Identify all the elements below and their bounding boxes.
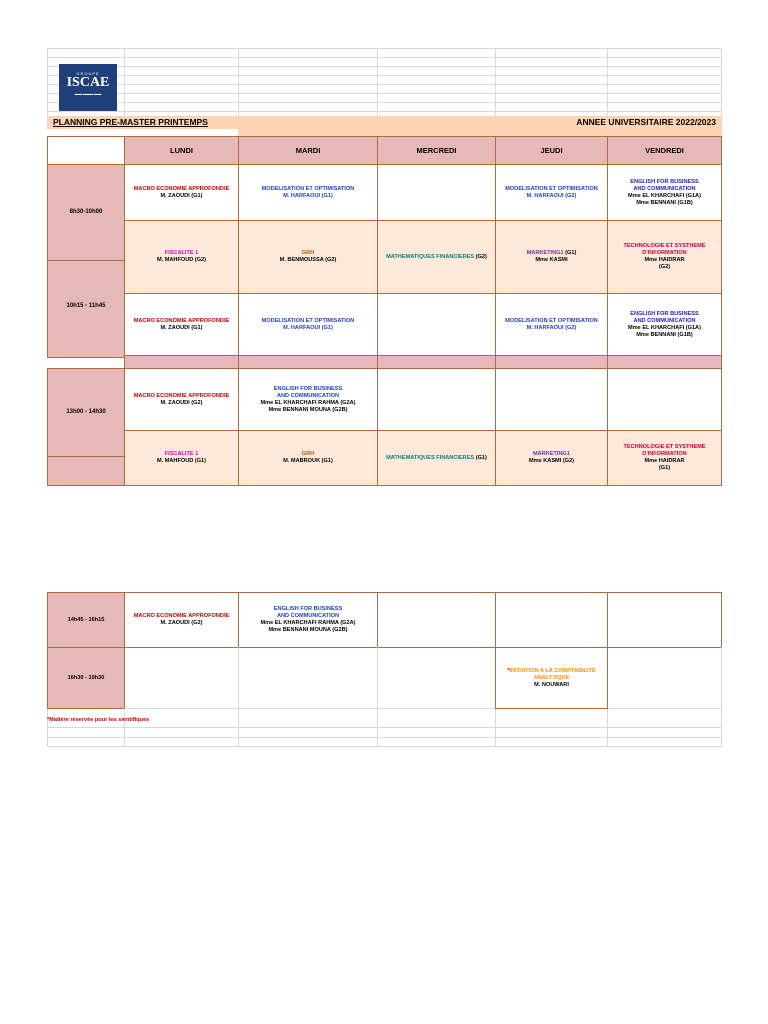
cell-r1-vendredi[interactable]: ENGLISH FOR BUSINESS AND COMMUNICATION Mme EL KHARCHAFI (G1A) Mme BENNANI (G1B) — [607, 164, 722, 221]
time-divider — [47, 456, 125, 457]
logo-group-text: GROUPE — [76, 71, 100, 76]
cell-r5-mardi[interactable]: GRH M. MABROUK (G1) — [238, 430, 378, 486]
time-slot-2: 10h15 - 11h45 — [48, 294, 124, 318]
time-divider — [47, 260, 125, 261]
separator-divider — [607, 355, 608, 369]
cell-r2-mercredi[interactable]: MATHEMATIQUES FINANCIERES (G2) — [377, 220, 496, 294]
gridline — [47, 746, 722, 747]
cell-r5-jeudi[interactable]: MARKETING1 Mme KASMI (G2) — [495, 430, 608, 486]
cell-r6-jeudi[interactable] — [495, 592, 608, 648]
time-slot-3: 13h00 - 14h30 — [48, 400, 124, 424]
cell-r7-jeudi[interactable]: *INITIATION A LA COMPTABILITE ANALYTIQUE M. NOUWARI — [495, 647, 608, 709]
cell-r4-jeudi[interactable] — [495, 368, 608, 431]
day-header-mardi: MARDI — [238, 136, 378, 165]
gridline — [47, 93, 722, 94]
gridline — [238, 48, 239, 116]
day-header-jeudi: JEUDI — [495, 136, 608, 165]
gridline — [47, 709, 48, 747]
day-header-lundi: LUNDI — [124, 136, 239, 165]
gridline — [47, 66, 722, 67]
logo-name-text: ISCAE — [66, 75, 110, 90]
cell-r5-mercredi[interactable]: MATHEMATIQUES FINANCIERES (G1) — [377, 430, 496, 486]
cell-r1-jeudi[interactable]: MODELISATION ET OPTIMISATION M. HARFAOUI (G2) — [495, 164, 608, 221]
page-title: PLANNING PRE-MASTER PRINTEMPS — [53, 117, 208, 127]
row7-grid — [124, 647, 722, 709]
cell-r3-jeudi[interactable]: MODELISATION ET OPTIMISATION M. HARFAOUI (G2) — [495, 293, 608, 356]
separator-divider — [495, 355, 496, 369]
lunch-separator — [124, 355, 722, 369]
iscae-logo — [59, 64, 117, 111]
time-slot-4: 14h45 - 16h15 — [47, 592, 125, 648]
academic-year: ANNEE UNIVERSITAIRE 2022/2023 — [576, 117, 716, 127]
cell-r3-mardi[interactable]: MODELISATION ET OPTIMISATION M. HARFAOUI (G1) — [238, 293, 378, 356]
gridline — [47, 84, 722, 85]
logo-subtitle-graphic: ▬▬ ▬▬▬ ▬▬ — [74, 92, 102, 96]
gridline — [377, 647, 378, 747]
cell-r3-mercredi[interactable] — [377, 293, 496, 356]
cell-r6-mardi[interactable]: ENGLISH FOR BUSINESS AND COMMUNICATION Mme EL KHARCHAFI RAHMA (G2A) Mme BENNANI MOUNA (G2B) — [238, 592, 378, 648]
gridline — [47, 727, 722, 728]
gridline — [47, 48, 722, 49]
gridline — [495, 709, 496, 747]
cell-r6-lundi[interactable]: MACRO ECONOMIE APPROFONDIE M. ZAOUDI (G2) — [124, 592, 239, 648]
time-column-afternoon — [47, 368, 125, 486]
cell-r1-mardi[interactable]: MODELISATION ET OPTIMISATION M. HARFAOUI (G1) — [238, 164, 378, 221]
cell-r1-mercredi[interactable] — [377, 164, 496, 221]
separator-divider — [377, 355, 378, 369]
time-slot-5: 16h30 - 19h30 — [47, 647, 125, 709]
cell-r4-mercredi[interactable] — [377, 368, 496, 431]
title-bar — [47, 116, 722, 129]
cell-r4-mardi[interactable]: ENGLISH FOR BUSINESS AND COMMUNICATION Mme EL KHARCHAFI RAHMA (G2A) Mme BENNANI MOUNA (G2B) — [238, 368, 378, 431]
gridline — [721, 647, 722, 747]
gridline — [721, 48, 722, 116]
gridline — [47, 111, 722, 112]
gridline — [607, 48, 608, 116]
cell-r2-vendredi[interactable]: TECHNOLOGIE ET SYSTHEME D'INFORMATION Mme HAIDRAR (G2) — [607, 220, 722, 294]
cell-r4-lundi[interactable]: MACRO ECONOMIE APPROFONDIE M. ZAOUDI (G2) — [124, 368, 239, 431]
cell-r4-vendredi[interactable] — [607, 368, 722, 431]
gridline — [377, 48, 378, 116]
corner-cell — [47, 136, 125, 165]
title-underbar — [238, 129, 722, 136]
cell-r3-vendredi[interactable]: ENGLISH FOR BUSINESS AND COMMUNICATION Mme EL KHARCHAFI (G1A) Mme BENNANI (G1B) — [607, 293, 722, 356]
gridline — [47, 48, 48, 116]
footnote: *Matière réservée pour les sientifiques — [47, 717, 150, 723]
gridline — [124, 48, 125, 116]
gridline — [47, 102, 722, 103]
cell-r1-lundi[interactable]: MACRO ECONOMIE APPROFONDIE M. ZAOUDI (G1) — [124, 164, 239, 221]
day-header-vendredi: VENDREDI — [607, 136, 722, 165]
gridline — [124, 709, 125, 747]
gridline — [47, 75, 722, 76]
time-column-morning — [47, 164, 125, 358]
cell-r5-lundi[interactable]: FISCALITE 1 M. MAHFOUD (G1) — [124, 430, 239, 486]
gridline — [238, 647, 239, 747]
separator-divider — [238, 355, 239, 369]
gridline — [495, 48, 496, 116]
gridline — [47, 737, 722, 738]
cell-r2-mardi[interactable]: GRH M. BENMOUSSA (G2) — [238, 220, 378, 294]
cell-r3-lundi[interactable]: MACRO ECONOMIE APPROFONDIE M. ZAOUDI (G1) — [124, 293, 239, 356]
cell-r5-vendredi[interactable]: TECHNOLOGIE ET SYSTHEME D'INFORMATION Mme HAIDRAR (G1) — [607, 430, 722, 486]
gridline — [47, 57, 722, 58]
cell-r2-lundi[interactable]: FISCALITE 1 M. MAHFOUD (G2) — [124, 220, 239, 294]
cell-r6-mercredi[interactable] — [377, 592, 496, 648]
time-slot-1: 8h30-10h00 — [48, 200, 124, 224]
cell-r6-vendredi[interactable] — [607, 592, 722, 648]
cell-r2-jeudi[interactable]: MARKETING1 (G1) Mme KASMI — [495, 220, 608, 294]
day-header-mercredi: MERCREDI — [377, 136, 496, 165]
